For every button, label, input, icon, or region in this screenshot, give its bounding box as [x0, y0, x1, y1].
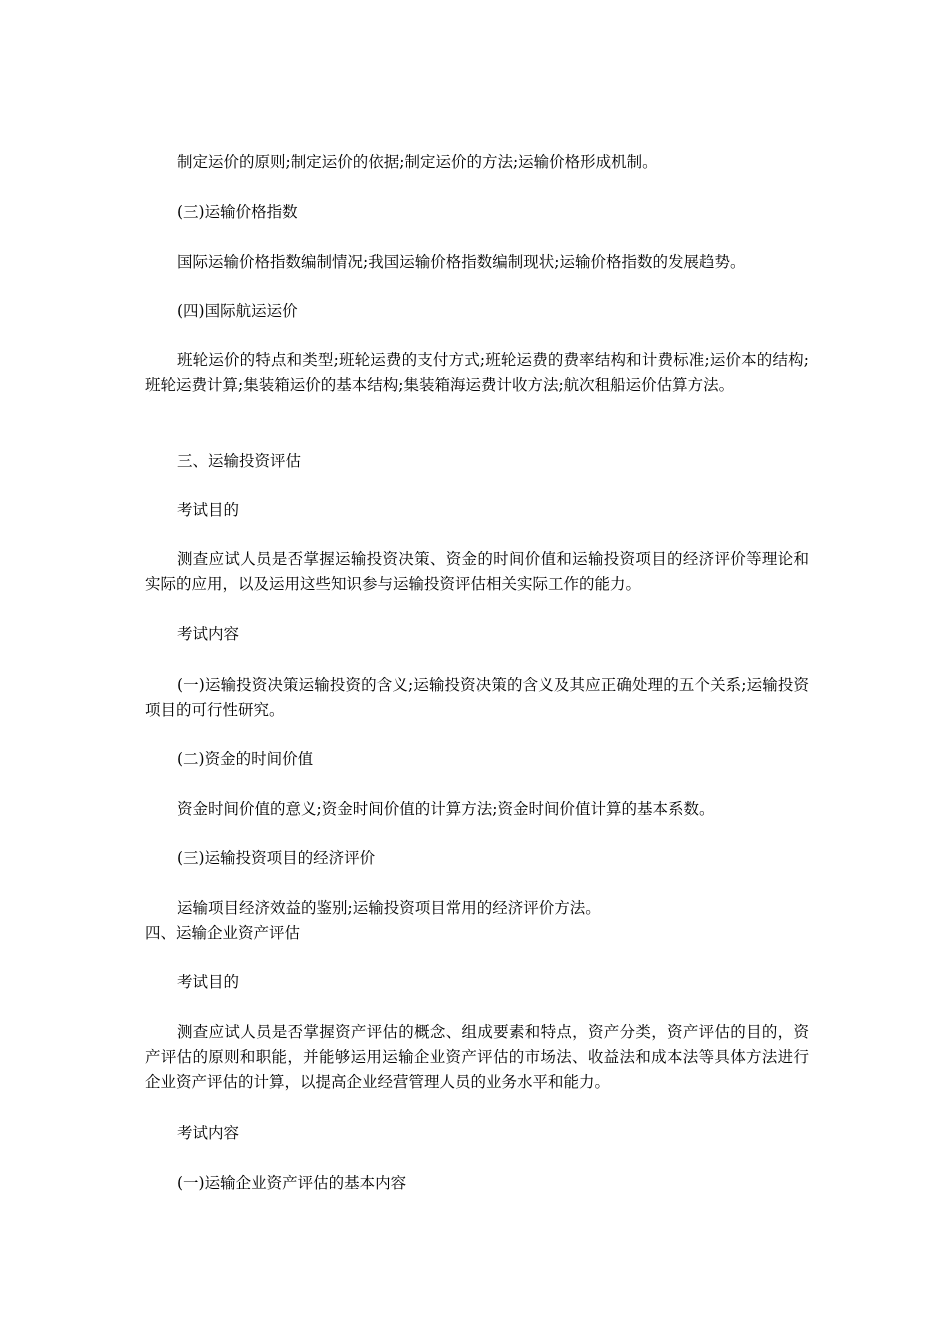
heading-transport-price-index: (三)运输价格指数: [177, 203, 298, 221]
section-heading-asset-evaluation: 四、运输企业资产评估: [145, 924, 301, 942]
paragraph-pricing-principles: 制定运价的原则;制定运价的依据;制定运价的方法;运输价格形成机制。: [177, 153, 658, 171]
subheading-exam-content-2: 考试内容: [177, 1124, 240, 1142]
paragraph-economic-evaluation: 运输项目经济效益的鉴别;运输投资项目常用的经济评价方法。: [177, 899, 601, 917]
section-heading-investment-evaluation: 三、运输投资评估: [177, 452, 302, 470]
paragraph-liner-rates: 班轮运价的特点和类型;班轮运费的支付方式;班轮运费的费率结构和计费标准;运价本的结构;班轮运费计算;集装箱运价的基本结构;集装箱海运费计收方法;航次租船运价估算方法。: [145, 351, 809, 394]
subheading-exam-content: 考试内容: [177, 625, 240, 643]
paragraph-time-value: 资金时间价值的意义;资金时间价值的计算方法;资金时间价值计算的基本系数。: [177, 800, 715, 818]
heading-international-shipping-rates: (四)国际航运运价: [177, 302, 298, 320]
paragraph-exam-purpose-investment: 测查应试人员是否掌握运输投资决策、资金的时间价值和运输投资项目的经济评价等理论和实际的应用，以及运用这些知识参与运输投资评估相关实际工作的能力。: [145, 550, 809, 593]
paragraph-investment-decision: (一)运输投资决策运输投资的含义;运输投资决策的含义及其应正确处理的五个关系;运输投资项目的可行性研究。: [145, 676, 809, 719]
heading-time-value-of-money: (二)资金的时间价值: [177, 750, 314, 768]
paragraph-exam-purpose-asset: 测查应试人员是否掌握资产评估的概念、组成要素和特点，资产分类，资产评估的目的，资产评估的原则和职能，并能够运用运输企业资产评估的市场法、收益法和成本法等具体方法进行企业资产评估的计算，以提高企业经营管理人员的业务水平和能力。: [145, 1023, 809, 1091]
paragraph-price-index: 国际运输价格指数编制情况;我国运输价格指数编制现状;运输价格指数的发展趋势。: [177, 253, 746, 271]
subheading-exam-purpose: 考试目的: [177, 501, 240, 519]
subheading-exam-purpose-2: 考试目的: [177, 973, 240, 991]
heading-economic-evaluation: (三)运输投资项目的经济评价: [177, 849, 376, 867]
heading-asset-evaluation-basics: (一)运输企业资产评估的基本内容: [177, 1174, 407, 1192]
